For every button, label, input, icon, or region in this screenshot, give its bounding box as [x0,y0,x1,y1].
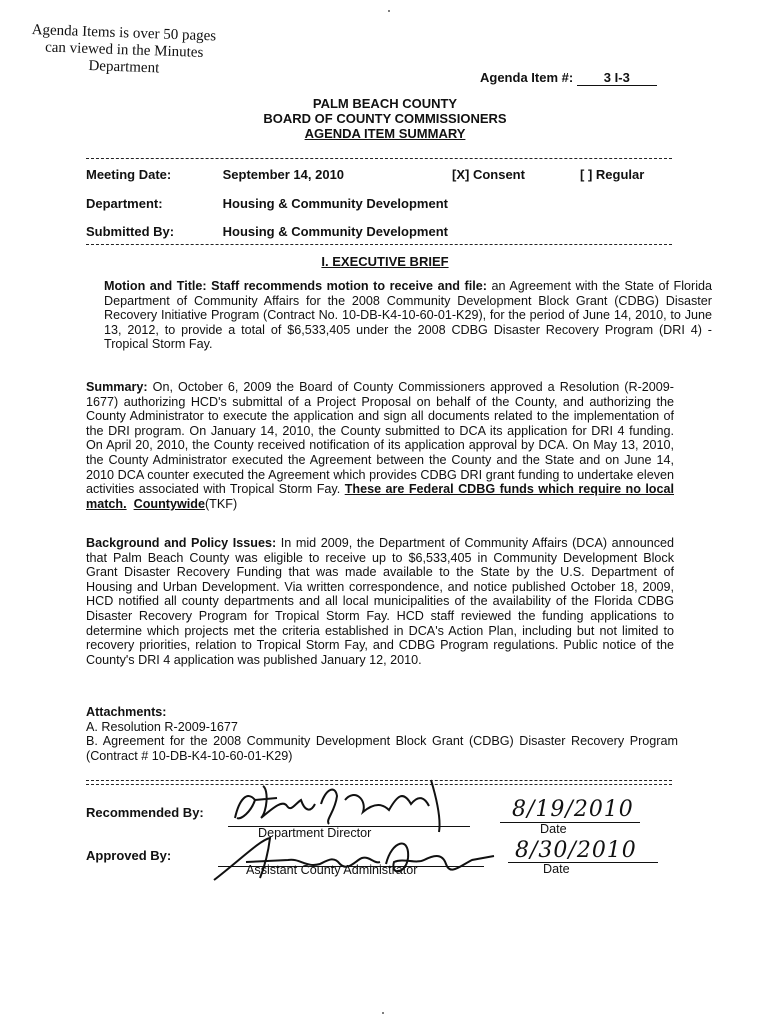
recommended-date: 8/19/2010 [512,797,634,822]
attachment-item: B. Agreement for the 2008 Community Development Block Grant (CDBG) Disaster Recovery Program (Contract # 10-DB-K4-10-60-01-K29) [86,734,678,763]
summary-title: AGENDA ITEM SUMMARY [304,126,466,141]
submitted-by-value: Housing & Community Development [222,224,448,239]
motion-lead: Staff recommends motion to receive and file: [211,279,487,293]
document-heading [0,96,770,141]
background-paragraph [86,536,674,667]
summary-label: Summary: [86,380,148,394]
dashed-divider-top [86,158,672,159]
handwritten-note [30,22,262,81]
summary-paragraph [86,380,674,511]
consent-checkbox: [X] Consent [452,167,525,182]
handwritten-note-line-3: Department [88,58,160,77]
background-label: Background and Policy Issues: [86,536,277,550]
summary-text: On, October 6, 2009 the Board of County Commissioners approved a Resolution (R-2009-1677) authorizing HCD's submittal of a Project Proposal on behalf of the County, and authorizing the County Administrator to execute the application and sign all documents related to the implementation of the DRI program. On January 14, 2010, the County submitted to DCA its application for DRI 4 funding. On April 20, 2010, the County received notification of its application approval by DCA. On May 13, 2010, the County Administrator executed the Agreement between the County and the State and on June 14, 2010 DCA counter executed the Agreement which provides CDBG DRI grant funding to undertake eleven activities associated with Tropical Storm Fay. [86,380,674,497]
attachment-item: A. Resolution R-2009-1677 [86,719,238,734]
recommended-date-line [500,822,640,823]
scan-speck [388,10,390,12]
recommended-by-label: Recommended By: [86,805,204,820]
meeting-date-label: Meeting Date: [86,167,172,182]
motion-label: Motion and Title: [104,279,207,293]
administrator-caption: Assistant County Administrator [246,863,418,877]
department-row [86,196,448,211]
county-name: PALM BEACH COUNTY [312,96,458,111]
submitted-by-label: Submitted By: [86,224,175,239]
regular-checkbox: [ ] Regular [580,167,645,182]
administrator-signature [210,830,500,890]
board-name: BOARD OF COUNTY COMMISSIONERS [263,111,507,126]
executive-brief-title: I. EXECUTIVE BRIEF [321,254,449,269]
submitted-by-row [86,224,448,239]
motion-text: an Agreement with the State of Florida Department of Community Affairs for the 2008 Community Development Block Grant (CDBG) Disaster Recovery Initiative Program (Contract No. 10-DB-K4-10-60-01-K29), for the period of June 14, 2010, to June 13, 2012, to provide a total of $6,533,405 under the 2008 CDBG Disaster Recovery Program (DRI 4) - Tropical Storm Fay. [104,279,713,352]
meeting-date-row [86,167,344,182]
meeting-date-value: September 14, 2010 [222,167,345,182]
countywide-label: Countywide [133,496,205,511]
approved-date-caption: Date [543,862,570,876]
agenda-item-value: 3 I-3 [577,70,657,86]
agenda-item-label: Agenda Item #: [480,70,574,85]
director-caption: Department Director [258,826,372,840]
department-label: Department: [86,196,163,211]
attachments-section [86,705,678,763]
attachments-title: Attachments: [86,705,167,719]
approved-date-line [508,862,658,863]
scan-speck [382,1012,384,1014]
recommended-date-caption: Date [540,822,567,836]
agenda-item-number [480,70,657,86]
department-value: Housing & Community Development [222,196,448,211]
motion-and-title [104,279,712,352]
handwritten-note-line-2: can viewed in the Minutes [44,39,204,61]
summary-emphasis: These are Federal CDBG funds which require no local match. [86,482,675,511]
dashed-divider-middle [86,244,672,245]
handwritten-note-line-1: Agenda Items is over 50 pages [31,22,217,45]
background-text: In mid 2009, the Department of Community Affairs (DCA) announced that Palm Beach County was eligible to receive up to $6,533,405 in Community Development Block Grant Disaster Recovery Funding that was made available to the State by the U.S. Department of Housing and Urban Development. Via written correspondence, and notice published October 18, 2009, HCD notified all county departments and all local municipalities of the availability of the Florida CDBG Disaster Recovery Program for Tropical Storm Fay. HCD staff reviewed the funding applications to determine which projects met the criteria established in DCA's Action Plan, including but not limited to recovery priorities, relation to Tropical Storm Fay, and CDBG Program regulations. Public notice of the County's DRI 4 application was published January 12, 2010. [86,536,675,667]
approved-date: 8/30/2010 [515,838,637,863]
approved-by-label: Approved By: [86,848,172,863]
summary-initials: (TKF) [204,496,238,511]
